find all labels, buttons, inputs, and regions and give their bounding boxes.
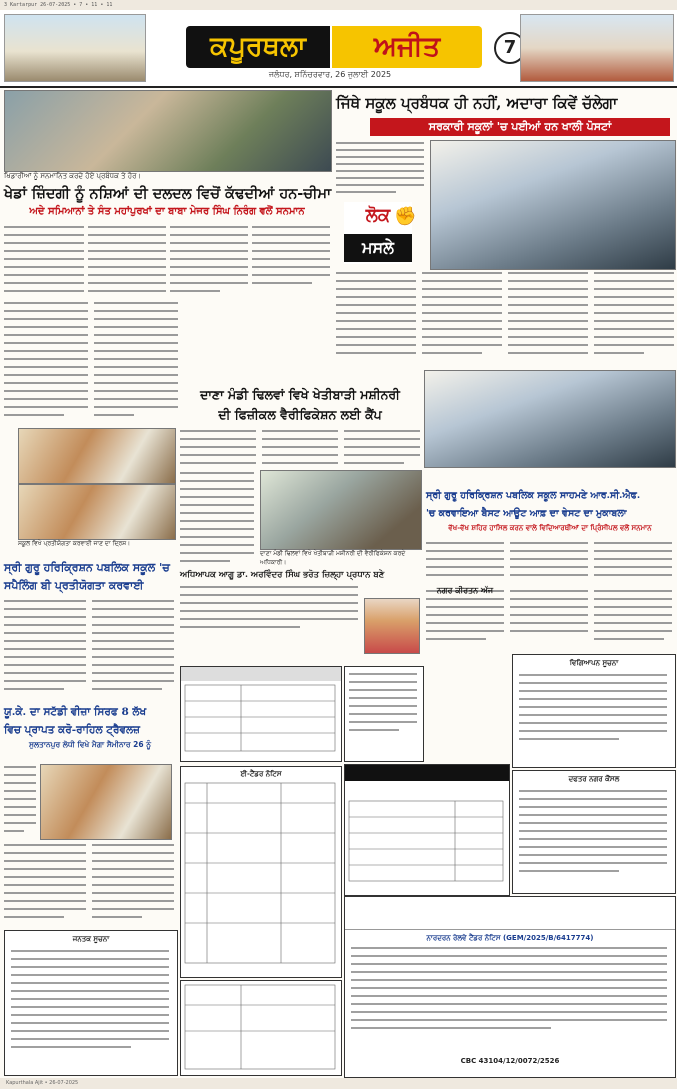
article-body-appointment — [180, 584, 360, 634]
public-notice-ad — [4, 930, 178, 1076]
tractor-machinery-photo — [260, 470, 422, 550]
mandi-photo-caption: ਦਾਣਾ ਮੰਡੀ ਢਿਲਵਾਂ ਵਿਖੇ ਖੇਤੀਬਾੜੀ ਮਸ਼ੀਨਰੀ ਦੀ ਵੈਰੀਫਿਕੇਸ਼ਨ ਕਰਦੇ ਅਧਿਕਾਰੀ। — [260, 550, 406, 566]
uk-seminar-photo — [40, 764, 172, 840]
text-lines — [180, 584, 360, 634]
portrait-photo — [364, 598, 420, 654]
tender-ad-3 — [180, 980, 342, 1076]
text-lines — [336, 140, 426, 200]
headline-spelling-1: ਸ੍ਰੀ ਗੁਰੂ ਹਰਿਕ੍ਰਿਸ਼ਨ ਪਬਲਿਕ ਸਕੂਲ 'ਚ — [4, 561, 170, 574]
headline-uk-1: ਯੂ.ਕੇ. ਦਾ ਸਟੱਡੀ ਵੀਜ਼ਾ ਸਿਰਫ 8 ਲੱਖ — [4, 706, 147, 718]
cbc-code: CBC 43104/12/0072/2526 — [460, 1057, 560, 1065]
students-awards-photo — [424, 370, 676, 468]
print-metadata-strip: 3 Kartarpur 26-07-2025 • 7 • 11 • 11 — [0, 0, 677, 10]
page-number: 7 — [494, 32, 526, 64]
raised-fist-icon: ✊ — [394, 206, 417, 227]
tender-ad-2 — [344, 666, 424, 762]
tender-table — [181, 779, 339, 969]
school-photo-caption: ਸਕੂਲ ਵਿਖੇ ਪ੍ਰਤੀਯੋਗਤਾ ਕਰਵਾਈ ਜਾਣ ਦਾ ਦ੍ਰਿਸ਼। — [18, 540, 131, 547]
right-ad-2-title: ਦਫਤਰ ਨਗਰ ਕੌਂਸਲ — [568, 775, 620, 783]
gem-header — [345, 897, 675, 930]
ad-table — [181, 681, 339, 757]
tender-notice-title: ਈ-ਟੈਂਡਰ ਨੋਟਿਸ — [240, 770, 282, 778]
article-body-schools-2 — [336, 270, 674, 366]
subhead-rcf: ਵੱਖ-ਵੱਖ ਸ਼ਹਿਰ ਹਾਸਿਲ ਕਰਨ ਵਾਲੇ ਵਿਦਿਆਰਥੀਆਂ ਦਾ ਪ੍ਰਿੰਸੀਪਲ ਵਲੋਂ ਸਨਮਾਨ — [448, 524, 652, 532]
article-body-uk — [4, 842, 176, 926]
headline-rcf-1: ਸ੍ਰੀ ਗੁਰੂ ਹਰਿਕ੍ਰਿਸ਼ਨ ਪਬਲਿਕ ਸਕੂਲ ਸਾਹਮਣੇ ਆਰ.ਸੀ.ਐਫ. — [426, 490, 641, 501]
photo-caption: ਖਿਡਾਰੀਆਂ ਨੂੰ ਸਨਮਾਨਿਤ ਕਰਦੇ ਹੋਏ ਪ੍ਰਬੰਧਕ ਤੇ ਹੋਰ। — [4, 172, 142, 180]
text-lines — [4, 224, 330, 298]
brand-ajit: ਅਜੀਤ — [332, 26, 482, 68]
article-body-spelling — [4, 598, 176, 698]
ad-table — [181, 981, 339, 1073]
right-ad-1 — [512, 654, 676, 768]
text-lines — [180, 428, 420, 468]
masle-label: ਮਸਲੇ — [344, 234, 412, 262]
tender-ad-1 — [180, 666, 342, 762]
students-photo-top — [18, 428, 176, 484]
school-staff-photo — [430, 140, 676, 270]
students-photo-bottom — [18, 484, 176, 540]
ad-title: ਜਨਤਕ ਸੂਚਨਾ — [72, 935, 110, 943]
footer-text: Kapurthala Ajit • 26-07-2025 — [6, 1080, 79, 1086]
masthead-left-photo — [4, 14, 146, 82]
right-ad-1-title: ਵਿਗਿਆਪਨ ਸੂਚਨਾ — [569, 659, 619, 667]
headline-uk-2: ਵਿਚ ਪ੍ਰਾਪਤ ਕਰੋ-ਰਾਹਿਲ ਟ੍ਰੈਵਲਜ਼ — [4, 724, 141, 736]
print-footer-strip — [0, 1078, 677, 1089]
headline-appointment: ਅਧਿਆਪਕ ਆਗੂ ਡਾ. ਅਰਵਿੰਦਰ ਸਿੰਘ ਭਰੋਤ ਜ਼ਿਲ੍ਹਾ ਪ੍ਰਧਾਨ ਬਣੇ — [180, 570, 385, 580]
article-body-left-col — [4, 300, 180, 426]
ad-table — [345, 781, 507, 891]
article-body-mandi-2 — [180, 470, 256, 570]
article-body-schools-1 — [336, 140, 426, 200]
brand-logo — [186, 26, 482, 68]
ad-text-lines — [513, 668, 673, 760]
article-body-sports — [4, 224, 330, 298]
brand-name: ਕਪੂਰਥਲਾ — [186, 26, 330, 68]
masthead — [0, 10, 677, 88]
dateline: ਜਲੰਧਰ, ਸ਼ਨਿੱਚਰਵਾਰ, 26 ਜੁਲਾਈ 2025 — [268, 70, 392, 79]
masthead-right-photo — [520, 14, 674, 82]
ad-text-lines — [5, 948, 175, 1068]
ad-header — [181, 667, 341, 681]
text-lines — [180, 470, 256, 570]
headline-sports: ਖੇਡਾਂ ਜ਼ਿੰਦਗੀ ਨੂੰ ਨਸ਼ਿਆਂ ਦੀ ਦਲਦਲ ਵਿਚੋਂ ਕੱਢਦੀਆਂ ਹਨ-ਚੀਮਾ — [4, 185, 332, 202]
tender-notice-ad — [180, 766, 342, 978]
ad-text-lines — [513, 784, 673, 886]
text-lines — [336, 270, 674, 366]
text-lines — [4, 842, 176, 926]
subhead-schools: ਸਰਕਾਰੀ ਸਕੂਲਾਂ 'ਚ ਪਈਆਂ ਹਨ ਖਾਲੀ ਪੋਸਟਾਂ — [370, 118, 670, 136]
headline-rcf-2: 'ਚ ਕਰਵਾਇਆ ਬੈਸਟ ਆਊਟ ਆਫ਼ ਦਾ ਵੇਸਟ ਦਾ ਮੁਕਾਬਲਾ — [426, 508, 627, 519]
subhead-uk: ਸੁਲਤਾਨਪੁਰ ਲੋਧੀ ਵਿਖੇ ਮੈਗਾ ਸੈਮੀਨਾਰ 26 ਨੂੰ — [28, 740, 152, 749]
gem-text-lines — [345, 943, 673, 1053]
article-body-uk-side — [4, 764, 38, 838]
subhead-sports: ਅਦੇ ਸਮਿਆਨਾਂ ਤੇ ਸੰਤ ਮਹਾਂਪੁਰਖਾਂ ਦਾ ਬਾਬਾ ਮੇਜਰ ਸਿੰਘ ਨਿਰੰਗ ਵਲੋਂ ਸਨਮਾਨ — [29, 206, 305, 217]
headline-schools: ਜਿੱਥੇ ਸਕੂਲ ਪ੍ਰਬੰਧਕ ਹੀ ਨਹੀਂ, ਅਦਾਰਾ ਕਿਵੇਂ ਚੱਲੇਗਾ — [336, 94, 618, 112]
text-lines — [4, 300, 180, 426]
right-ad-2 — [512, 770, 676, 894]
lok-label: ਲੋਕ — [344, 202, 412, 230]
article-body-mandi — [180, 428, 420, 468]
text-lines — [4, 598, 176, 698]
sports-group-photo — [4, 90, 332, 172]
ad-header-black — [345, 765, 509, 781]
text-lines — [4, 764, 38, 838]
headline-mandi-1: ਦਾਣਾ ਮੰਡੀ ਢਿਲਵਾਂ ਵਿਖੇ ਖੇਤੀਬਾੜੀ ਮਸ਼ੀਨਰੀ — [200, 387, 400, 402]
centre-notice-ad — [344, 764, 510, 896]
headline-mandi-2: ਦੀ ਫਿਜ਼ੀਕਲ ਵੈਰੀਫਿਕੇਸ਼ਨ ਲਈ ਕੈਂਪ — [218, 407, 382, 422]
lok-masle-badge — [344, 202, 417, 264]
gem-tender-ad — [344, 896, 676, 1078]
gem-title: ਨਾਰਦਰਨ ਰੇਲਵੇ ਟੈਂਡਰ ਨੋਟਿਸ (GEM/2025/B/6417774) — [426, 934, 594, 942]
nagar-kirtan-heading: ਨਗਰ ਕੀਰਤਨ ਅੱਜ — [436, 585, 494, 595]
ad-text-lines — [345, 667, 421, 759]
headline-spelling-2: ਸਪੈਲਿੰਗ ਬੀ ਪ੍ਰਤੀਯੋਗਤਾ ਕਰਵਾਈ — [4, 579, 144, 592]
